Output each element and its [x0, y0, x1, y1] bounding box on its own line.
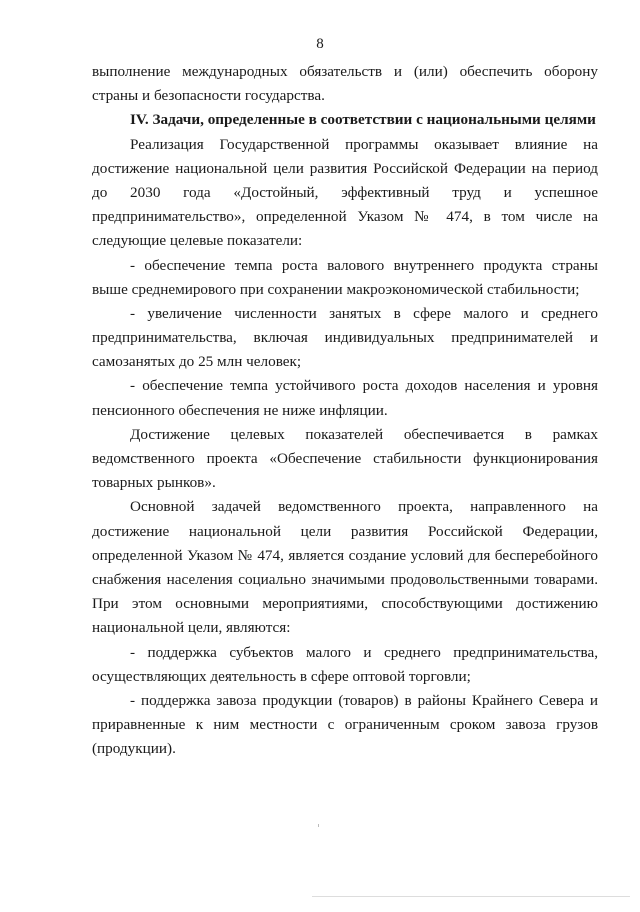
text-line: предпринимательство», определенной Указом № 474, в том числе на — [92, 208, 598, 226]
text-line: пенсионного обеспечения не ниже инфляции. — [92, 401, 388, 419]
text-line: Достижение целевых показателей обеспечивается в рамках — [130, 425, 598, 443]
text-line: определенной Указом № 474, является создание условий для бесперебойного — [92, 546, 598, 564]
paragraph-intro — [92, 133, 598, 254]
text-line: достижение национальной цели развития Российской Федерации на период — [92, 159, 598, 177]
text-line: - поддержка завоза продукции (товаров) в районы Крайнего Севера и — [130, 691, 598, 709]
text-line: до 2030 года «Достойный, эффективный труд и успешное — [92, 183, 598, 201]
page-number: 8 — [316, 36, 324, 52]
bullet-north-delivery — [92, 689, 598, 762]
text-line: выше среднемирового при сохранении макроэкономической стабильности; — [92, 280, 580, 298]
text-line: приравненные к ним местности с ограниченным сроком завоза грузов — [92, 716, 598, 734]
bullet-income — [92, 374, 598, 422]
bullet-sme-support — [92, 641, 598, 689]
text-line: выполнение международных обязательств и (или) обеспечить оборону — [92, 63, 598, 80]
text-line: осуществляющих деятельность в сфере оптовой торговли; — [92, 667, 471, 685]
text-line: следующие целевые показатели: — [92, 232, 303, 250]
text-line: - обеспечение темпа устойчивого роста доходов населения и уровня — [130, 377, 598, 395]
paragraph-main-task — [92, 495, 598, 640]
paragraph-achievement — [92, 423, 598, 496]
text-line: - обеспечение темпа роста валового внутреннего продукта страны — [130, 256, 598, 274]
text-line: товарных рынков». — [92, 474, 216, 492]
text-line: достижение национальной цели развития Российской Федерации, — [92, 522, 598, 540]
text-line: самозанятых до 25 млн человек; — [92, 353, 302, 371]
text-line: ведомственного проекта «Обеспечение стабильности функционирования — [92, 450, 598, 467]
scan-artifact — [318, 824, 319, 827]
section-heading: IV. Задачи, определенные в соответствии с национальными целями — [130, 111, 596, 129]
text-line: снабжения населения социально значимыми продовольственными товарами. — [92, 570, 598, 588]
bullet-employment — [92, 302, 598, 375]
text-line: Основной задачей ведомственного проекта, направленного на — [130, 498, 598, 516]
text-line: национальной цели, являются: — [92, 619, 291, 637]
scan-edge-line — [312, 896, 630, 897]
text-line: предпринимательства, включая индивидуальных предпринимателей и — [92, 329, 598, 347]
text-line: (продукции). — [92, 740, 176, 758]
text-line: Реализация Государственной программы оказывает влияние на — [130, 135, 598, 153]
text-line: - поддержка субъектов малого и среднего предпринимательства, — [130, 643, 598, 661]
text-line: страны и безопасности государства. — [92, 87, 325, 105]
text-line: - увеличение численности занятых в сфере малого и среднего — [130, 304, 598, 322]
bullet-gdp — [92, 254, 598, 302]
document-body — [92, 60, 598, 761]
text-line: При этом основными мероприятиями, способствующими достижению — [92, 595, 598, 613]
